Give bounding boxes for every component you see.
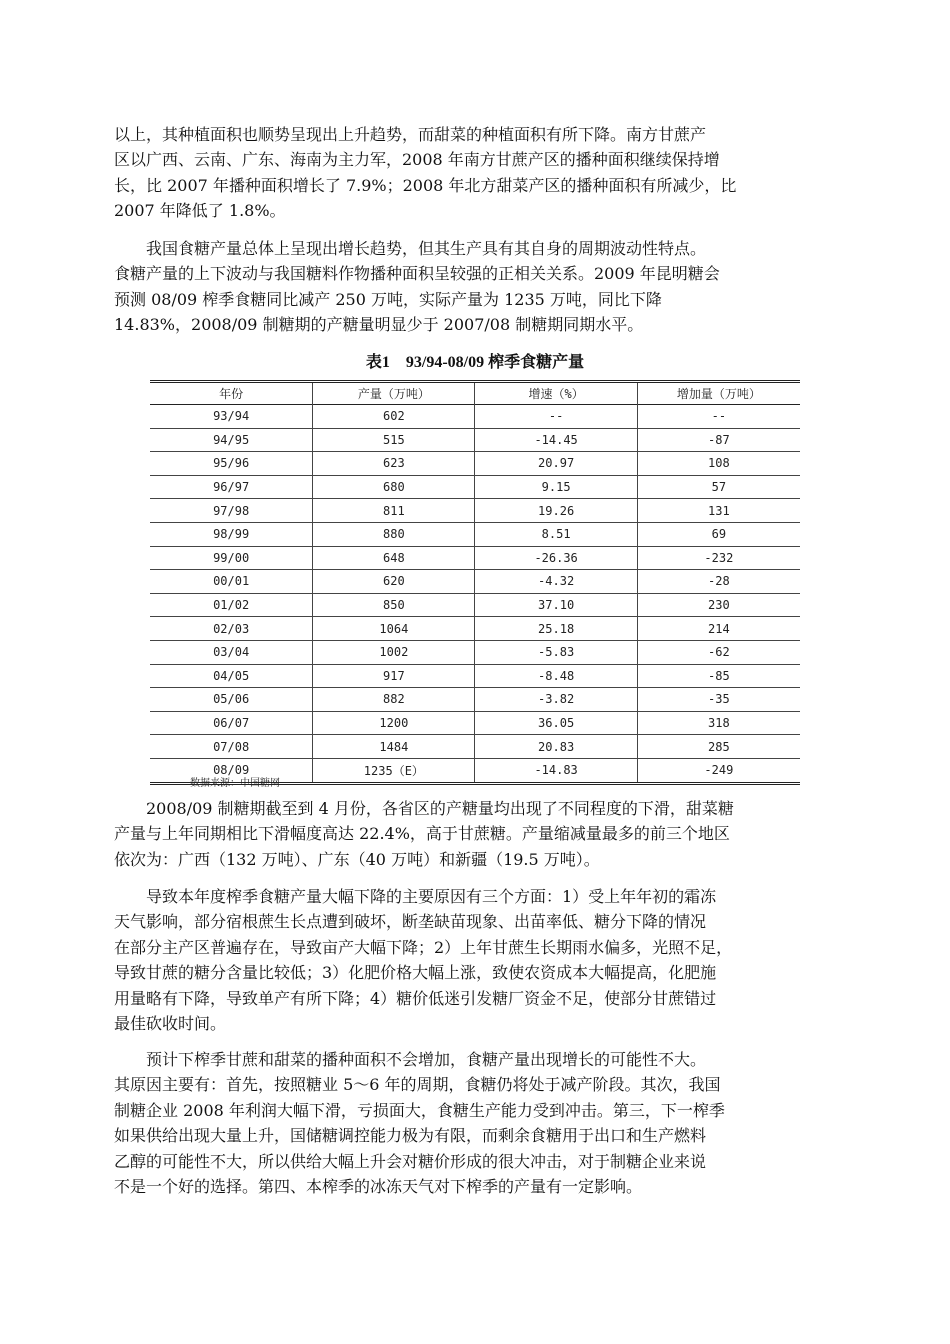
cell-growth: 8.51 <box>475 522 637 546</box>
cell-increase: 57 <box>637 475 800 499</box>
cell-increase: 230 <box>637 593 800 617</box>
cell-growth: -26.36 <box>475 546 637 570</box>
paragraph-line: 制糖企业 2008 年利润大幅下滑，亏损面大，食糖生产能力受到冲击。第三，下一榨季 <box>114 1100 725 1120</box>
cell-increase: -28 <box>637 570 800 594</box>
table-row <box>150 452 800 476</box>
cell-increase: -249 <box>637 758 800 783</box>
paragraph-line: 在部分主产区普遍存在，导致亩产大幅下降；2）上年甘蔗生长期雨水偏多，光照不足， <box>114 937 733 957</box>
table-row <box>150 499 800 523</box>
cell-output: 602 <box>313 405 475 429</box>
col-header-year: 年份 <box>219 387 244 401</box>
paragraph-line: 预测 08/09 榨季食糖同比减产 250 万吨，实际产量为 1235 万吨，同比下降 <box>114 289 662 309</box>
cell-year: 96/97 <box>150 475 313 499</box>
paragraph-line: 产量与上年同期相比下滑幅度高达 22.4%，高于甘蔗糖。产量缩减量最多的前三个地区 <box>114 824 730 844</box>
table-row <box>150 522 800 546</box>
paragraph-line: 导致本年度榨季食糖产量大幅下降的主要原因有三个方面：1）受上年年初的霜冻 <box>114 887 717 906</box>
paragraph-line: 导致甘蔗的糖分含量比较低；3）化肥价格大幅上涨，致使农资成本大幅提高，化肥施 <box>114 963 717 983</box>
col-header-growth: 增速（%） <box>475 382 637 405</box>
paragraph-1 <box>114 122 836 224</box>
paragraph-line: 依次为：广西（132 万吨）、广东（40 万吨）和新疆（19.5 万吨）。 <box>114 849 600 869</box>
cell-output: 882 <box>313 688 475 712</box>
cell-growth: -14.45 <box>475 428 637 452</box>
cell-year: 05/06 <box>150 688 313 712</box>
cell-year: 07/08 <box>150 735 313 759</box>
table-row <box>150 711 800 735</box>
paragraph-line: 如果供给出现大量上升，国储糖调控能力极为有限，而剩余食糖用于出口和生产燃料 <box>114 1126 707 1146</box>
paragraph-line: 以上，其种植面积也顺势呈现出上升趋势，而甜菜的种植面积有所下降。南方甘蔗产 <box>114 125 707 144</box>
cell-increase: 108 <box>637 452 800 476</box>
table-header-row <box>150 382 800 405</box>
cell-year: 01/02 <box>150 593 313 617</box>
cell-output: 1064 <box>313 617 475 641</box>
cell-output: 1200 <box>313 711 475 735</box>
cell-growth: 36.05 <box>475 711 637 735</box>
cell-growth: -3.82 <box>475 688 637 712</box>
cell-growth: 37.10 <box>475 593 637 617</box>
table-caption: 表1 93/94-08/09 榨季食糖产量 <box>365 354 585 371</box>
table-row <box>150 593 800 617</box>
paragraph-4 <box>114 884 836 1036</box>
paragraph-line: 其原因主要有：首先，按照糖业 5～6 年的周期，食糖仍将处于减产阶段。其次，我国 <box>114 1075 721 1095</box>
cell-year: 08/09 <box>150 758 313 783</box>
cell-increase: 285 <box>637 735 800 759</box>
col-header-output: 产量（万吨） <box>313 382 475 405</box>
col-header-increase: 增加量（万吨） <box>637 382 800 405</box>
cell-growth: 19.26 <box>475 499 637 523</box>
cell-year: 94/95 <box>150 428 313 452</box>
paragraph-line: 不是一个好的选择。第四、本榨季的冰冻天气对下榨季的产量有一定影响。 <box>114 1177 643 1197</box>
cell-growth: -14.83 <box>475 758 637 783</box>
paragraph-line: 区以广西、云南、广东、海南为主力军，2008 年南方甘蔗产区的播种面积继续保持增 <box>114 150 720 170</box>
cell-increase: -85 <box>637 664 800 688</box>
paragraph-line: 用量略有下降，导致单产有所下降；4）糖价低迷引发糖厂资金不足，使部分甘蔗错过 <box>114 988 717 1008</box>
table-row <box>150 735 800 759</box>
cell-output: 850 <box>313 593 475 617</box>
paragraph-line: 预计下榨季甘蔗和甜菜的播种面积不会增加，食糖产量出现增长的可能性不大。 <box>114 1050 707 1069</box>
cell-year: 06/07 <box>150 711 313 735</box>
table-row <box>150 640 800 664</box>
cell-growth: 25.18 <box>475 617 637 641</box>
cell-growth: -4.32 <box>475 570 637 594</box>
paragraph-line: 天气影响，部分宿根蔗生长点遭到破坏，断垄缺苗现象、出苗率低、糖分下降的情况 <box>114 912 707 932</box>
table-row <box>150 688 800 712</box>
paragraph-line: 我国食糖产量总体上呈现出增长趋势，但其生产具有其自身的周期波动性特点。 <box>114 239 707 258</box>
table-row <box>150 570 800 594</box>
table-body <box>150 405 800 784</box>
cell-year: 03/04 <box>150 640 313 664</box>
cell-output: 620 <box>313 570 475 594</box>
table-row <box>150 428 800 452</box>
paragraph-line: 2008/09 制糖期截至到 4 月份，各省区的产糖量均出现了不同程度的下滑，甜菜糖 <box>114 799 734 818</box>
cell-growth: -5.83 <box>475 640 637 664</box>
cell-growth: -- <box>475 405 637 429</box>
paragraph-line: 最佳砍收时间。 <box>114 1014 227 1034</box>
cell-output: 1002 <box>313 640 475 664</box>
cell-year: 02/03 <box>150 617 313 641</box>
table-row <box>150 617 800 641</box>
cell-year: 04/05 <box>150 664 313 688</box>
paragraph-3 <box>114 796 836 872</box>
cell-increase: 214 <box>637 617 800 641</box>
cell-output: 680 <box>313 475 475 499</box>
cell-increase: -232 <box>637 546 800 570</box>
paragraph-line: 2007 年降低了 1.8%。 <box>114 201 286 221</box>
table-row <box>150 475 800 499</box>
cell-output: 880 <box>313 522 475 546</box>
paragraph-line: 食糖产量的上下波动与我国糖料作物播种面积呈较强的正相关关系。2009 年昆明糖会 <box>114 264 720 284</box>
cell-increase: -87 <box>637 428 800 452</box>
paragraph-5 <box>114 1047 836 1199</box>
cell-growth: -8.48 <box>475 664 637 688</box>
cell-increase: -- <box>637 405 800 429</box>
table-row <box>150 546 800 570</box>
paragraph-2 <box>114 236 836 338</box>
paragraph-line: 乙醇的可能性不大，所以供给大幅上升会对糖价形成的很大冲击，对于制糖企业来说 <box>114 1151 707 1171</box>
cell-year: 99/00 <box>150 546 313 570</box>
paragraph-line: 长，比 2007 年播种面积增长了 7.9%；2008 年北方甜菜产区的播种面积有所减少，比 <box>114 175 737 195</box>
cell-year: 95/96 <box>150 452 313 476</box>
table-row <box>150 664 800 688</box>
cell-output: 1235（E） <box>313 758 475 783</box>
cell-increase: -35 <box>637 688 800 712</box>
cell-output: 515 <box>313 428 475 452</box>
data-source-note: 数据来源：中国糖网 <box>190 778 280 789</box>
cell-year: 98/99 <box>150 522 313 546</box>
cell-output: 917 <box>313 664 475 688</box>
cell-growth: 9.15 <box>475 475 637 499</box>
cell-increase: 131 <box>637 499 800 523</box>
cell-output: 1484 <box>313 735 475 759</box>
cell-output: 811 <box>313 499 475 523</box>
cell-year: 00/01 <box>150 570 313 594</box>
sugar-production-table <box>150 380 800 785</box>
cell-growth: 20.83 <box>475 735 637 759</box>
cell-increase: 69 <box>637 522 800 546</box>
cell-increase: 318 <box>637 711 800 735</box>
paragraph-line: 14.83%，2008/09 制糖期的产糖量明显少于 2007/08 制糖期同期水平。 <box>114 315 644 335</box>
cell-year: 93/94 <box>150 405 313 429</box>
cell-output: 648 <box>313 546 475 570</box>
sugar-production-table-wrap <box>150 380 800 785</box>
cell-growth: 20.97 <box>475 452 637 476</box>
cell-increase: -62 <box>637 640 800 664</box>
cell-output: 623 <box>313 452 475 476</box>
cell-year: 97/98 <box>150 499 313 523</box>
table-row <box>150 405 800 429</box>
